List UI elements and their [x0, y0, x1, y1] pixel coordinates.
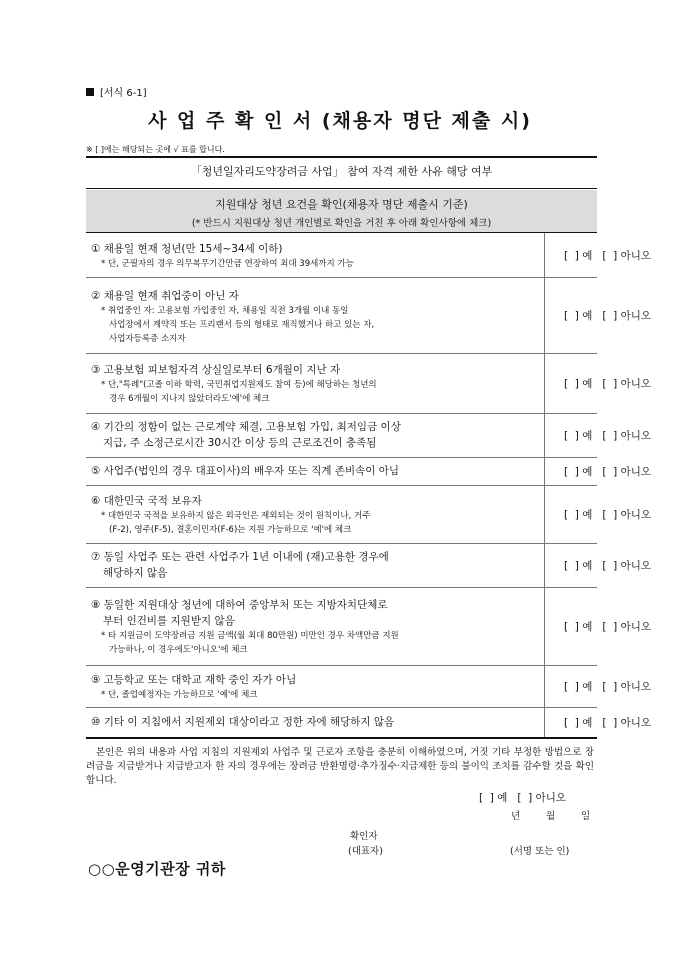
- column-divider: [544, 587, 545, 665]
- requirement-main-line: ⑨ 고등학교 또는 대학교 재학 중인 자가 아님: [91, 674, 297, 686]
- requirement-text: [91, 288, 454, 346]
- date-year: 년: [511, 811, 521, 822]
- sign-or-seal-note: (서명 또는 인): [510, 846, 570, 857]
- column-divider: [544, 277, 545, 353]
- check-note: ※ [ ]에는 해당되는 곳에 √ 표를 합니다.: [86, 145, 225, 154]
- subtitle-rule: [86, 188, 597, 189]
- declaration-text: 본인은 위의 내용과 사업 지침의 지원제외 사업주 및 근로자 조항을 충분히 이해하였으며, 거짓 기타 부정한 방법으로 장려금을 지급받거나 지급받고자 한 자의 경우에는 장려금 반환명령·추가징수·지급제한 등의 불이익 조치를 감수할 것을 확인합니다.: [86, 747, 594, 786]
- requirement-text: [91, 241, 454, 271]
- requirement-row: [86, 233, 651, 278]
- requirement-note-line: 사업자등록증 소지자: [109, 334, 186, 344]
- requirement-row: [86, 353, 651, 414]
- requirement-text: [91, 549, 454, 581]
- page-title: 사 업 주 확 인 서 (채용자 명단 제출 시): [148, 110, 532, 132]
- column-divider: [544, 707, 545, 737]
- date-month: 월: [546, 811, 556, 822]
- requirement-text: [91, 419, 454, 451]
- requirements-header: [86, 190, 597, 232]
- declaration-choice[interactable]: [ ] 예 [ ] 아니오: [479, 792, 566, 804]
- requirement-note-line: * 취업중인 자: 고용보험 가입중인 자, 채용일 직전 3개월 이내 동일: [101, 306, 349, 316]
- requirement-text: [91, 362, 454, 406]
- yes-no-choice[interactable]: [ ] 예 [ ] 아니오: [564, 310, 651, 322]
- requirement-note-line: 가능하나, 이 경우에도'아니오'에 체크: [109, 645, 248, 655]
- column-divider: [544, 457, 545, 485]
- yes-no-choice[interactable]: [ ] 예 [ ] 아니오: [564, 378, 651, 390]
- requirement-text: [91, 672, 454, 702]
- requirement-row: [86, 543, 651, 588]
- addressee: ○○운영기관장 귀하: [88, 860, 226, 878]
- requirement-row: [86, 413, 651, 458]
- requirements-header-title: 지원대상 청년 요건을 확인(채용자 명단 제출시 기준): [215, 198, 468, 211]
- requirement-main-line: ⑥ 대한민국 국적 보유자: [91, 495, 202, 507]
- column-divider: [544, 353, 545, 413]
- requirement-note-line: * 단, 졸업예정자는 가능하므로 '예'에 체크: [101, 690, 258, 700]
- representative-label: (대표자): [348, 846, 383, 857]
- square-bullet-icon: [86, 88, 94, 96]
- yes-no-choice[interactable]: [ ] 예 [ ] 아니오: [564, 509, 651, 521]
- requirement-row: [86, 707, 651, 739]
- yes-no-choice[interactable]: [ ] 예 [ ] 아니오: [564, 250, 651, 262]
- requirement-note-line: 사업장에서 계약직 또는 프리랜서 등의 형태로 재직했거나 하고 있는 자,: [109, 320, 375, 330]
- requirement-text: [91, 493, 454, 537]
- column-divider: [544, 413, 545, 457]
- column-divider: [544, 665, 545, 707]
- requirement-main-line: ① 채용일 현재 청년(만 15세~34세 이하): [91, 243, 283, 255]
- requirement-main-line: ② 채용일 현재 취업중이 아닌 자: [91, 290, 239, 302]
- requirement-text: [91, 714, 454, 730]
- requirement-note-line: * 대한민국 국적을 보유하지 않은 외국인은 제외되는 것이 원칙이나, 거주: [101, 511, 371, 521]
- yes-no-choice[interactable]: [ ] 예 [ ] 아니오: [564, 717, 651, 729]
- document-subtitle: 「청년일자리도약장려금 사업」 참여 자격 제한 사유 해당 여부: [190, 165, 493, 178]
- date-day: 일: [581, 811, 591, 822]
- signer-label: 확인자: [350, 831, 378, 842]
- requirement-note-line: * 단,"특례"(고졸 이하 학력, 국민취업지원제도 참여 등)에 해당하는 청년의: [101, 380, 377, 390]
- column-divider: [544, 233, 545, 277]
- requirement-main-line: 부터 인건비를 지원받지 않음: [103, 615, 235, 627]
- requirement-main-line: 지급, 주 소정근로시간 30시간 이상 등의 근로조건이 충족됨: [103, 437, 377, 449]
- requirement-row: [86, 277, 651, 354]
- yes-no-choice[interactable]: [ ] 예 [ ] 아니오: [564, 681, 651, 693]
- requirement-row: [86, 665, 651, 708]
- requirements-header-note: (* 반드시 지원대상 청년 개인별로 확인을 거친 후 아래 확인사항에 체크): [191, 218, 492, 229]
- requirement-note-line: * 타 지원금이 도약장려금 지원 금액(월 최대 80만원) 미만인 경우 차액만큼 지원: [101, 631, 399, 641]
- requirement-row: [86, 485, 651, 544]
- form-label: [서식 6-1]: [86, 84, 147, 99]
- requirement-main-line: ④ 기간의 정함이 없는 근로계약 체결, 고용보험 가입, 최저임금 이상: [91, 421, 401, 433]
- requirement-main-line: ⑤ 사업주(법인의 경우 대표이사)의 배우자 또는 직계 존비속이 아님: [91, 465, 400, 477]
- requirement-row: [86, 587, 651, 666]
- requirement-note-line: 경우 6개월이 지나지 않았더라도'예'에 체크: [109, 394, 270, 404]
- requirement-main-line: ⑩ 기타 이 지침에서 지원제외 대상이라고 정한 자에 해당하지 않음: [91, 716, 395, 728]
- top-rule: [86, 156, 597, 158]
- yes-no-choice[interactable]: [ ] 예 [ ] 아니오: [564, 466, 651, 478]
- requirement-main-line: ③ 고용보험 피보험자격 상실일로부터 6개월이 지난 자: [91, 364, 341, 376]
- yes-no-choice[interactable]: [ ] 예 [ ] 아니오: [564, 560, 651, 572]
- requirement-text: [91, 597, 454, 657]
- requirement-note-line: * 단, 군필자의 경우 의무복무기간만큼 연장하여 최대 39세까지 가능: [101, 259, 354, 269]
- column-divider: [544, 543, 545, 587]
- requirement-note-line: (F-2), 영주(F-5), 결혼이민자(F-6)는 지원 가능하므로 '예'에 체크: [109, 525, 352, 535]
- requirement-text: [91, 463, 454, 479]
- requirement-main-line: ⑦ 동일 사업주 또는 관련 사업주가 1년 이내에 (재)고용한 경우에: [91, 551, 389, 563]
- column-divider: [544, 485, 545, 543]
- requirement-main-line: 해당하지 않음: [103, 567, 168, 579]
- yes-no-choice[interactable]: [ ] 예 [ ] 아니오: [564, 430, 651, 442]
- requirement-row: [86, 457, 651, 486]
- yes-no-choice[interactable]: [ ] 예 [ ] 아니오: [564, 621, 651, 633]
- requirement-main-line: ⑧ 동일한 지원대상 청년에 대하여 중앙부처 또는 지방자치단체로: [91, 599, 388, 611]
